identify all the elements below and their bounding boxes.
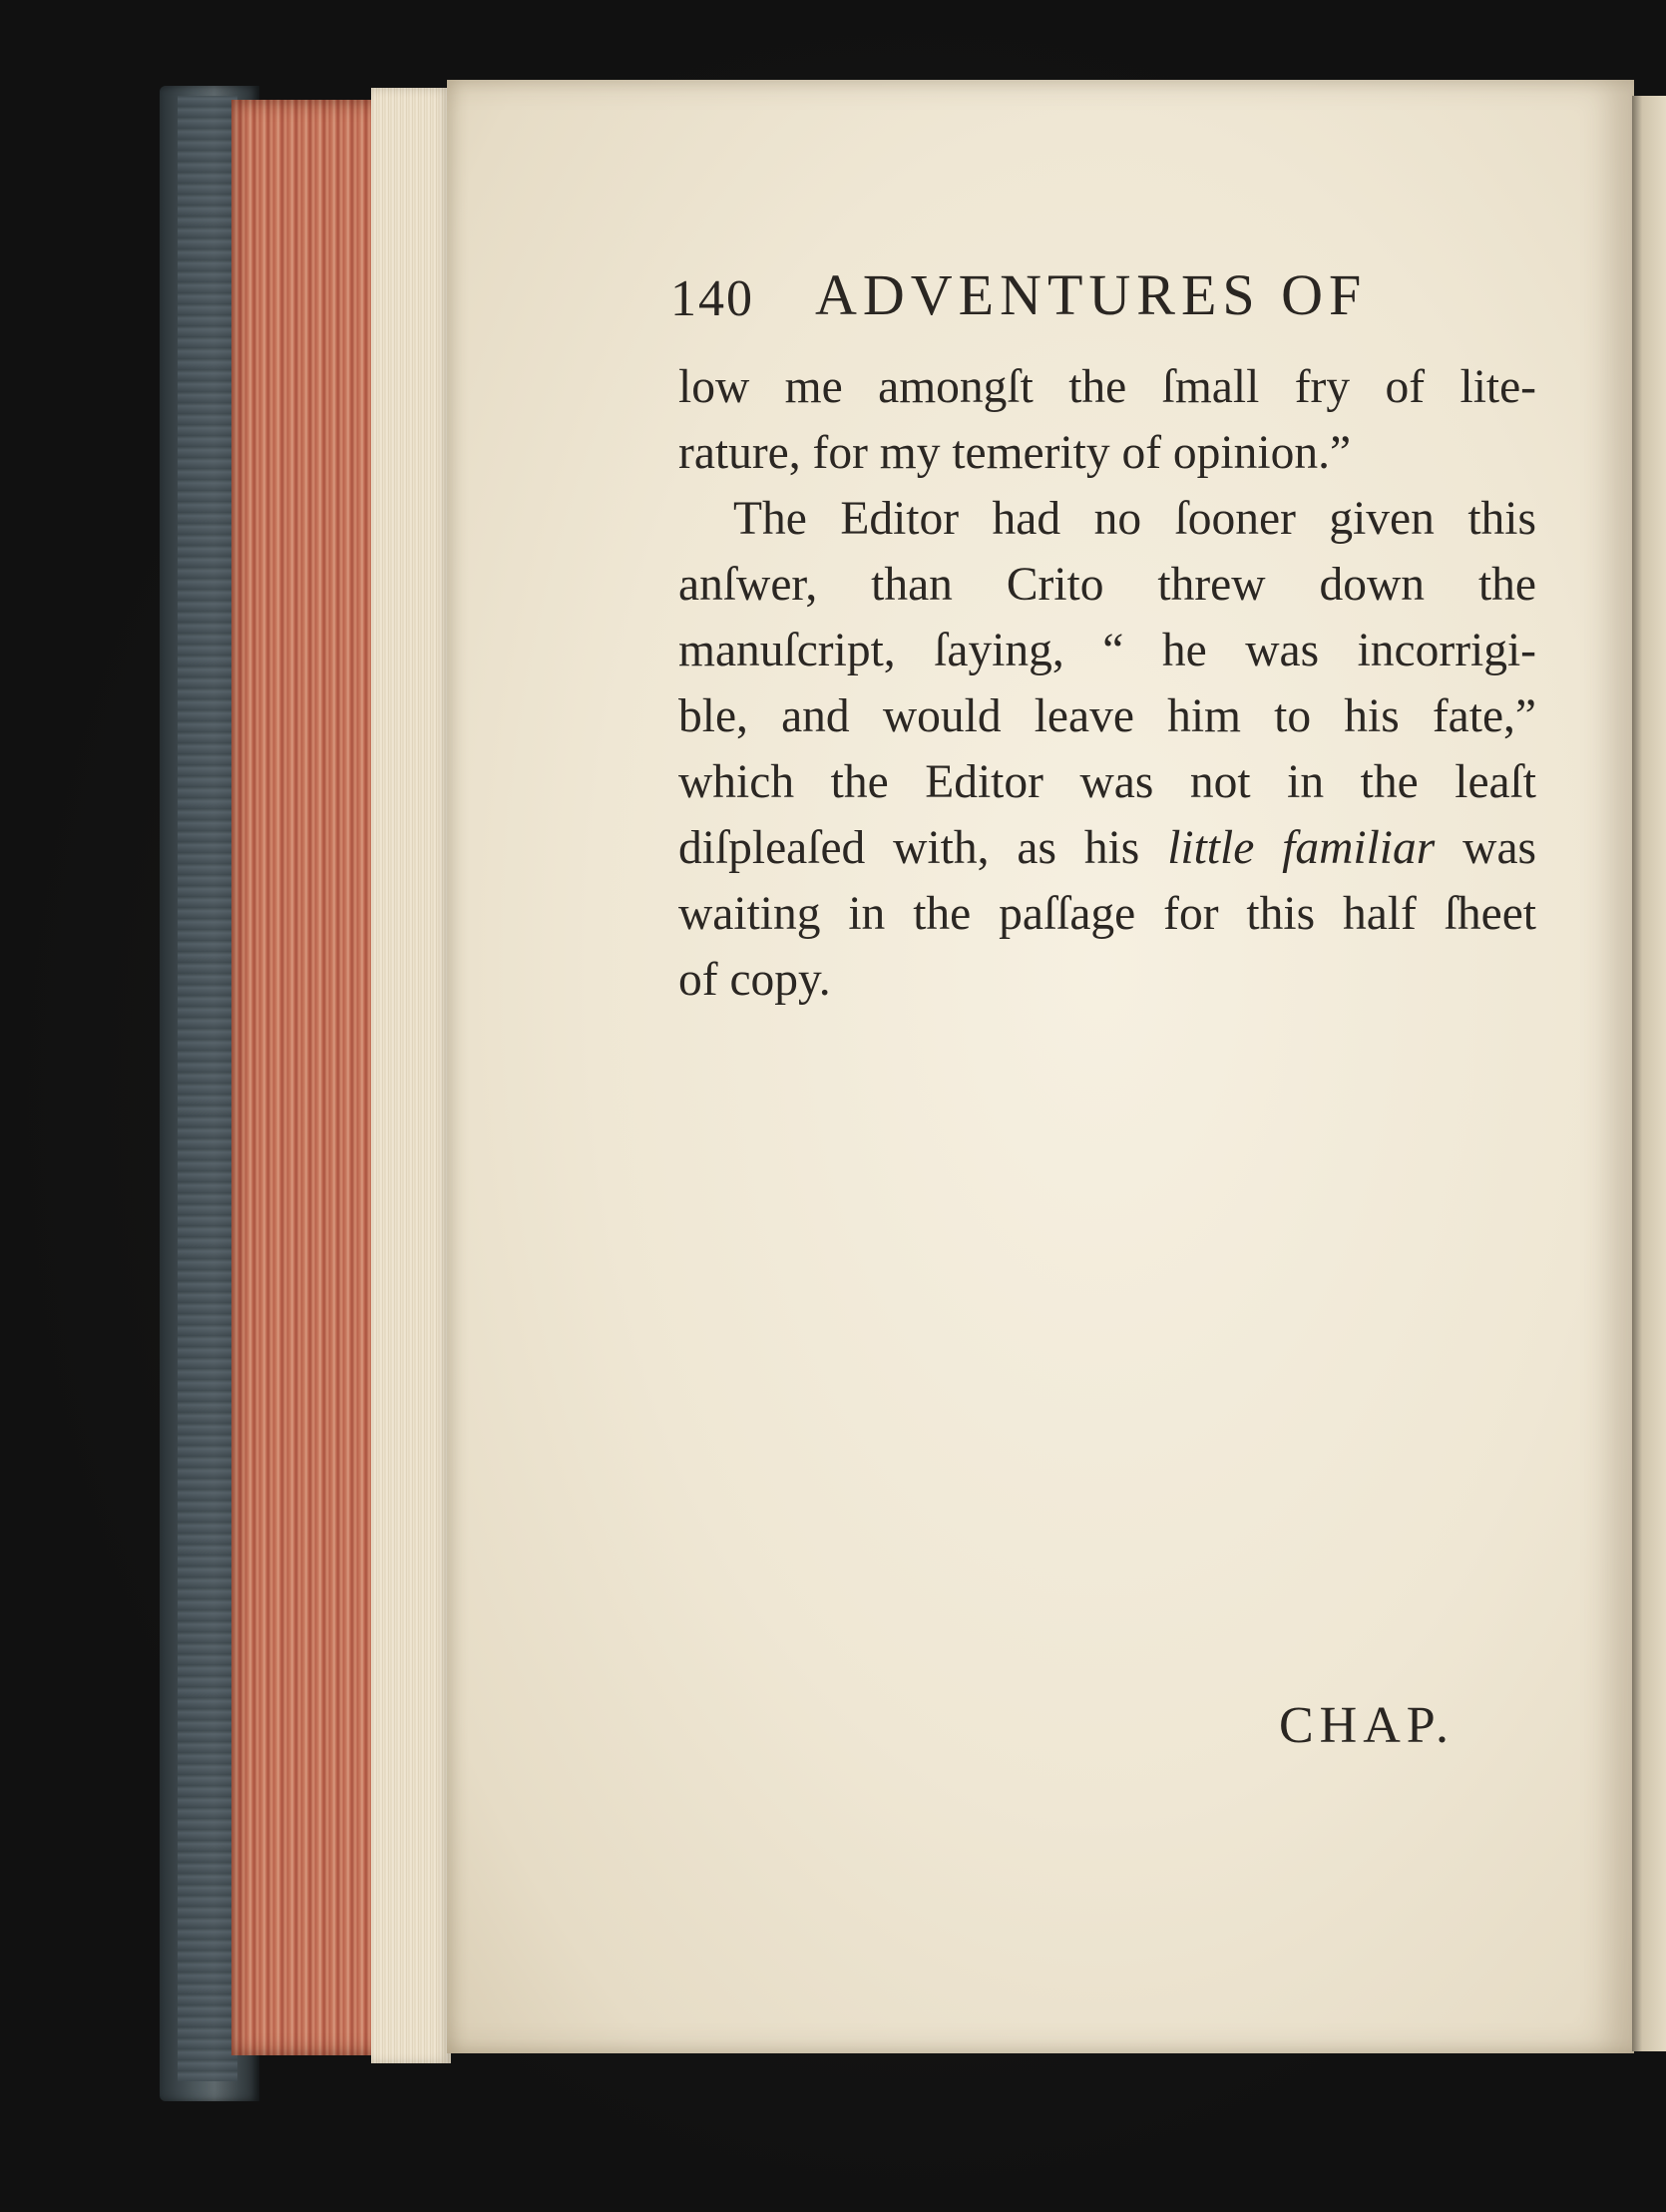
text-line: low me amongſt the ſmall fry of lite- xyxy=(678,361,1536,413)
running-head xyxy=(670,261,1409,331)
page-body-text xyxy=(678,354,1536,1013)
text-line: of copy. xyxy=(678,954,831,1006)
text-line: anſwer, than Crito threw down the xyxy=(678,559,1536,611)
text-line-with-italic xyxy=(678,815,1536,881)
page-block-edges xyxy=(371,88,451,2063)
text-fragment: was xyxy=(1462,822,1537,874)
text-fragment: diſpleaſed with, as his xyxy=(678,822,1140,874)
text-line: The Editor had no ſooner given this xyxy=(733,493,1536,545)
text-line: rature, for my temerity of opinion.” xyxy=(678,427,1352,479)
italic-phrase: little familiar xyxy=(1167,822,1436,874)
page-number: 140 xyxy=(670,270,754,327)
text-line: ble, and would leave him to his fate,” xyxy=(678,690,1536,742)
text-line: which the Editor was not in the leaſt xyxy=(678,756,1536,808)
text-line: waiting in the paſſage for this half ſheet xyxy=(678,888,1536,940)
catchword: CHAP. xyxy=(1279,1697,1455,1754)
book-spine-board xyxy=(178,96,237,2081)
facing-page-edge xyxy=(1632,96,1666,2051)
text-line: manuſcript, ſaying, “ he was incorrigi- xyxy=(678,625,1536,676)
running-title: ADVENTURES OF xyxy=(815,262,1368,327)
